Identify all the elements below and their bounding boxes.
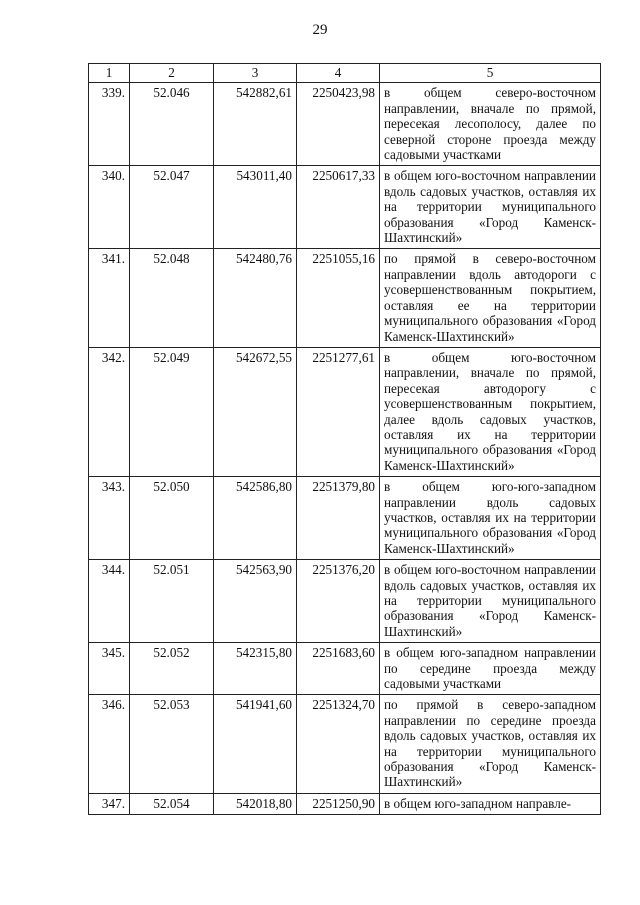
coordinate-x-cell: 542563,90 bbox=[214, 560, 297, 643]
table-row bbox=[89, 560, 601, 643]
point-code-cell: 52.047 bbox=[130, 166, 214, 249]
coordinate-y-cell: 2251250,90 bbox=[297, 793, 380, 814]
point-code-cell: 52.052 bbox=[130, 643, 214, 695]
coordinate-y-cell: 2251683,60 bbox=[297, 643, 380, 695]
page-number: 29 bbox=[312, 22, 328, 38]
row-number-cell: 344. bbox=[89, 560, 130, 643]
boundary-description-cell: в общем северо-восточном направлении, вначале по прямой, пересекая лесополосу, далее по северной стороне проезда между садовыми участками bbox=[380, 83, 601, 166]
coordinate-x-cell: 542315,80 bbox=[214, 643, 297, 695]
table-row bbox=[89, 643, 601, 695]
table-row bbox=[89, 695, 601, 793]
point-code-cell: 52.050 bbox=[130, 477, 214, 560]
point-code-cell: 52.051 bbox=[130, 560, 214, 643]
coordinate-y-cell: 2251376,20 bbox=[297, 560, 380, 643]
table-row bbox=[89, 83, 601, 166]
coordinate-x-cell: 543011,40 bbox=[214, 166, 297, 249]
point-code-cell: 52.053 bbox=[130, 695, 214, 793]
table-header-row bbox=[89, 64, 601, 83]
table-row bbox=[89, 166, 601, 249]
column-header-4: 4 bbox=[297, 64, 380, 83]
row-number-cell: 343. bbox=[89, 477, 130, 560]
boundary-description-cell: по прямой в северо-западном направлении по середине проезда вдоль садовых участков, оставляя их на территории муниципального образования «Город Каменск-Шахтинский» bbox=[380, 695, 601, 793]
coordinate-y-cell: 2250617,33 bbox=[297, 166, 380, 249]
coordinate-y-cell: 2251379,80 bbox=[297, 477, 380, 560]
coordinate-x-cell: 541941,60 bbox=[214, 695, 297, 793]
table-row bbox=[89, 249, 601, 347]
row-number-cell: 341. bbox=[89, 249, 130, 347]
boundary-description-cell: в общем юго-юго-западном направлении вдоль садовых участков, оставляя их на территории муниципального образования «Город Каменск-Шахтинский» bbox=[380, 477, 601, 560]
table-body bbox=[89, 83, 601, 815]
row-number-cell: 345. bbox=[89, 643, 130, 695]
table-row bbox=[89, 793, 601, 814]
column-header-3: 3 bbox=[214, 64, 297, 83]
coordinate-x-cell: 542882,61 bbox=[214, 83, 297, 166]
boundary-description-cell: в общем юго-западном направле- bbox=[380, 793, 601, 814]
column-header-1: 1 bbox=[89, 64, 130, 83]
point-code-cell: 52.048 bbox=[130, 249, 214, 347]
boundary-description-cell: в общем юго-восточном направлении вдоль садовых участков, оставляя их на территории муниципального образования «Город Каменск-Шахтинский» bbox=[380, 166, 601, 249]
boundary-table bbox=[88, 63, 601, 815]
column-header-5: 5 bbox=[380, 64, 601, 83]
boundary-description-cell: в общем юго-восточном направлении, вначале по прямой, пересекая автодорогу с усовершенствованным покрытием, далее вдоль садовых участков, оставляя их на территории муниципального образования «Город Каменск-Шахтинский» bbox=[380, 347, 601, 476]
point-code-cell: 52.049 bbox=[130, 347, 214, 476]
table-row bbox=[89, 347, 601, 476]
coordinate-x-cell: 542480,76 bbox=[214, 249, 297, 347]
boundary-description-cell: в общем юго-западном направлении по середине проезда между садовыми участками bbox=[380, 643, 601, 695]
point-code-cell: 52.054 bbox=[130, 793, 214, 814]
coordinate-y-cell: 2251055,16 bbox=[297, 249, 380, 347]
point-code-cell: 52.046 bbox=[130, 83, 214, 166]
row-number-cell: 347. bbox=[89, 793, 130, 814]
coordinate-x-cell: 542672,55 bbox=[214, 347, 297, 476]
row-number-cell: 339. bbox=[89, 83, 130, 166]
column-header-2: 2 bbox=[130, 64, 214, 83]
row-number-cell: 342. bbox=[89, 347, 130, 476]
coordinate-x-cell: 542018,80 bbox=[214, 793, 297, 814]
row-number-cell: 346. bbox=[89, 695, 130, 793]
coordinate-y-cell: 2250423,98 bbox=[297, 83, 380, 166]
row-number-cell: 340. bbox=[89, 166, 130, 249]
coordinate-y-cell: 2251324,70 bbox=[297, 695, 380, 793]
coordinate-x-cell: 542586,80 bbox=[214, 477, 297, 560]
boundary-description-cell: по прямой в северо-восточном направлении вдоль автодороги с усовершенствованным покрытием, оставляя ее на территории муниципального образования «Город Каменск-Шахтинский» bbox=[380, 249, 601, 347]
table-row bbox=[89, 477, 601, 560]
boundary-description-cell: в общем юго-восточном направлении вдоль садовых участков, оставляя их на территории муниципального образования «Город Каменск-Шахтинский» bbox=[380, 560, 601, 643]
coordinate-y-cell: 2251277,61 bbox=[297, 347, 380, 476]
